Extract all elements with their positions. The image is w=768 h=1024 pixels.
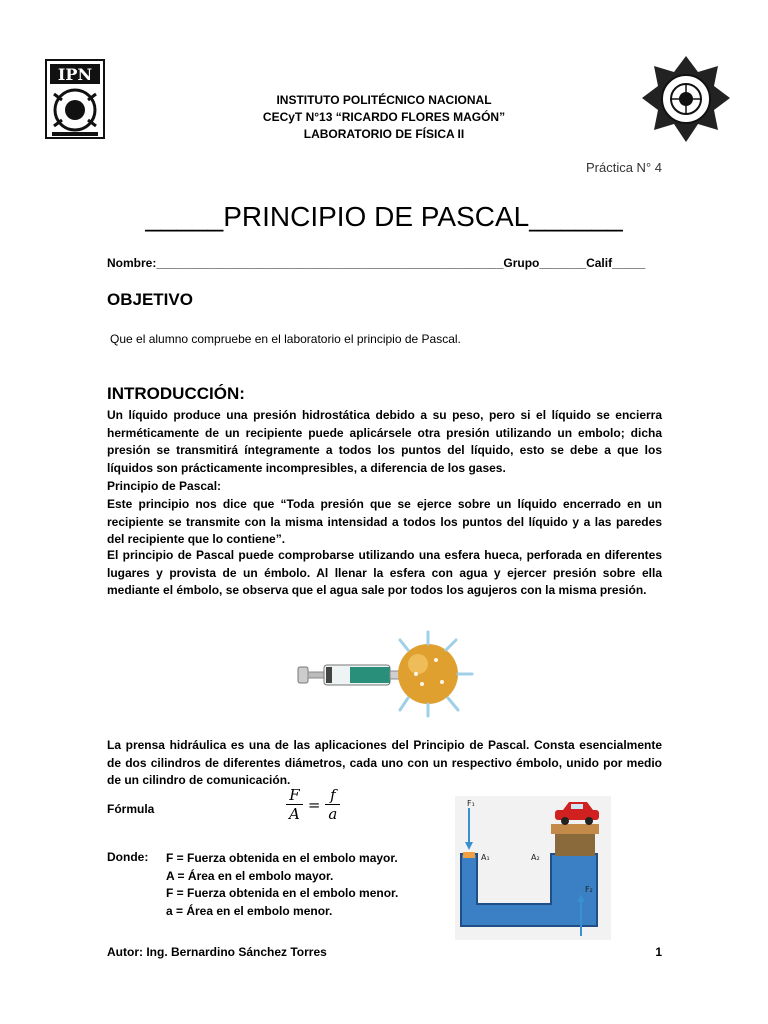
pascal-formula — [286, 786, 340, 823]
ipn-logo — [44, 56, 106, 142]
hydraulic-press-diagram — [455, 796, 611, 940]
pascal-sphere-paragraph: El principio de Pascal puede comprobarse utilizando una esfera hueca, perforada en diferentes lugares y provista de un émbolo. Al llenar la esfera con agua y ejercer presión sobre ella mediante el émbolo, se observa que el agua sale por todos los agujeros con la misma presión. — [107, 548, 662, 597]
objective-heading: OBJETIVO — [107, 290, 193, 309]
hydraulic-press-paragraph: La prensa hidráulica es una de las aplicaciones del Principio de Pascal. Consta esencialmente de dos cilindros de diferentes diámetros, cada uno con un respectivo émbolo, unido por medio de un cilindro de comunicación. — [107, 738, 662, 787]
definition-item: F = Fuerza obtenida en el embolo mayor. — [166, 851, 398, 865]
pascal-principle-heading: Principio de Pascal: — [107, 479, 222, 493]
definition-item: F = Fuerza obtenida en el embolo menor. — [166, 886, 399, 900]
label-A1: A₁ — [481, 853, 490, 862]
formula-a: a — [328, 805, 338, 823]
formula-F: F — [286, 786, 303, 805]
label-F2: F₂ — [585, 885, 593, 894]
label-A2: A₂ — [531, 853, 540, 862]
practice-number: Práctica N° 4 — [585, 160, 662, 175]
variable-definitions — [166, 850, 398, 920]
header-line-3: LABORATORIO DE FÍSICA II — [303, 127, 465, 141]
formula-label: Fórmula — [107, 802, 155, 816]
introduction-heading: INTRODUCCIÓN: — [107, 384, 245, 403]
name-group-grade-line: Nombre:____________________________________________________Grupo_______Calif_____ — [107, 256, 646, 270]
definition-item: A = Área en el embolo mayor. — [166, 868, 334, 883]
pascal-sphere-illustration — [296, 628, 476, 720]
introduction-paragraph: Un líquido produce una presión hidrostática debido a su peso, pero si el líquido se encierra herméticamente de un recipiente puede aplicársele otra presión utilizando un embolo; dicha presión se transmitirá íntegramente a todos los puntos del líquido, esto se debe a que los líquidos son prácticamente incompresibles, a diferencia de los gases. — [107, 408, 662, 475]
ipn-logo-text: IPN — [57, 65, 93, 84]
formula-equals: = — [307, 795, 321, 814]
header-line-2: CECyT N°13 “RICARDO FLORES MAGÓN” — [262, 110, 506, 124]
objective-text: Que el alumno compruebe en el laboratorio el principio de Pascal. — [110, 332, 461, 346]
header-line-1: INSTITUTO POLITÉCNICO NACIONAL — [276, 93, 492, 107]
page-title: _____PRINCIPIO DE PASCAL______ — [145, 201, 623, 232]
formula-A: A — [289, 805, 300, 823]
pascal-principle-paragraph: Este principio nos dice que “Toda presión que se ejerce sobre un líquido encerrado en un recipiente se transmite con la misma intensidad a todos los puntos del líquido y a las paredes del recipiente que lo contiene”. — [107, 497, 662, 546]
formula-f: f — [325, 786, 340, 805]
where-label: Donde: — [107, 850, 149, 864]
label-F1: F₁ — [467, 799, 475, 808]
footer-author: Autor: Ing. Bernardino Sánchez Torres — [107, 945, 327, 959]
institution-header — [200, 92, 568, 143]
definition-item: a = Área en el embolo menor. — [166, 903, 333, 918]
cecyt-seal-logo — [640, 54, 732, 144]
page-number: 1 — [655, 945, 662, 959]
